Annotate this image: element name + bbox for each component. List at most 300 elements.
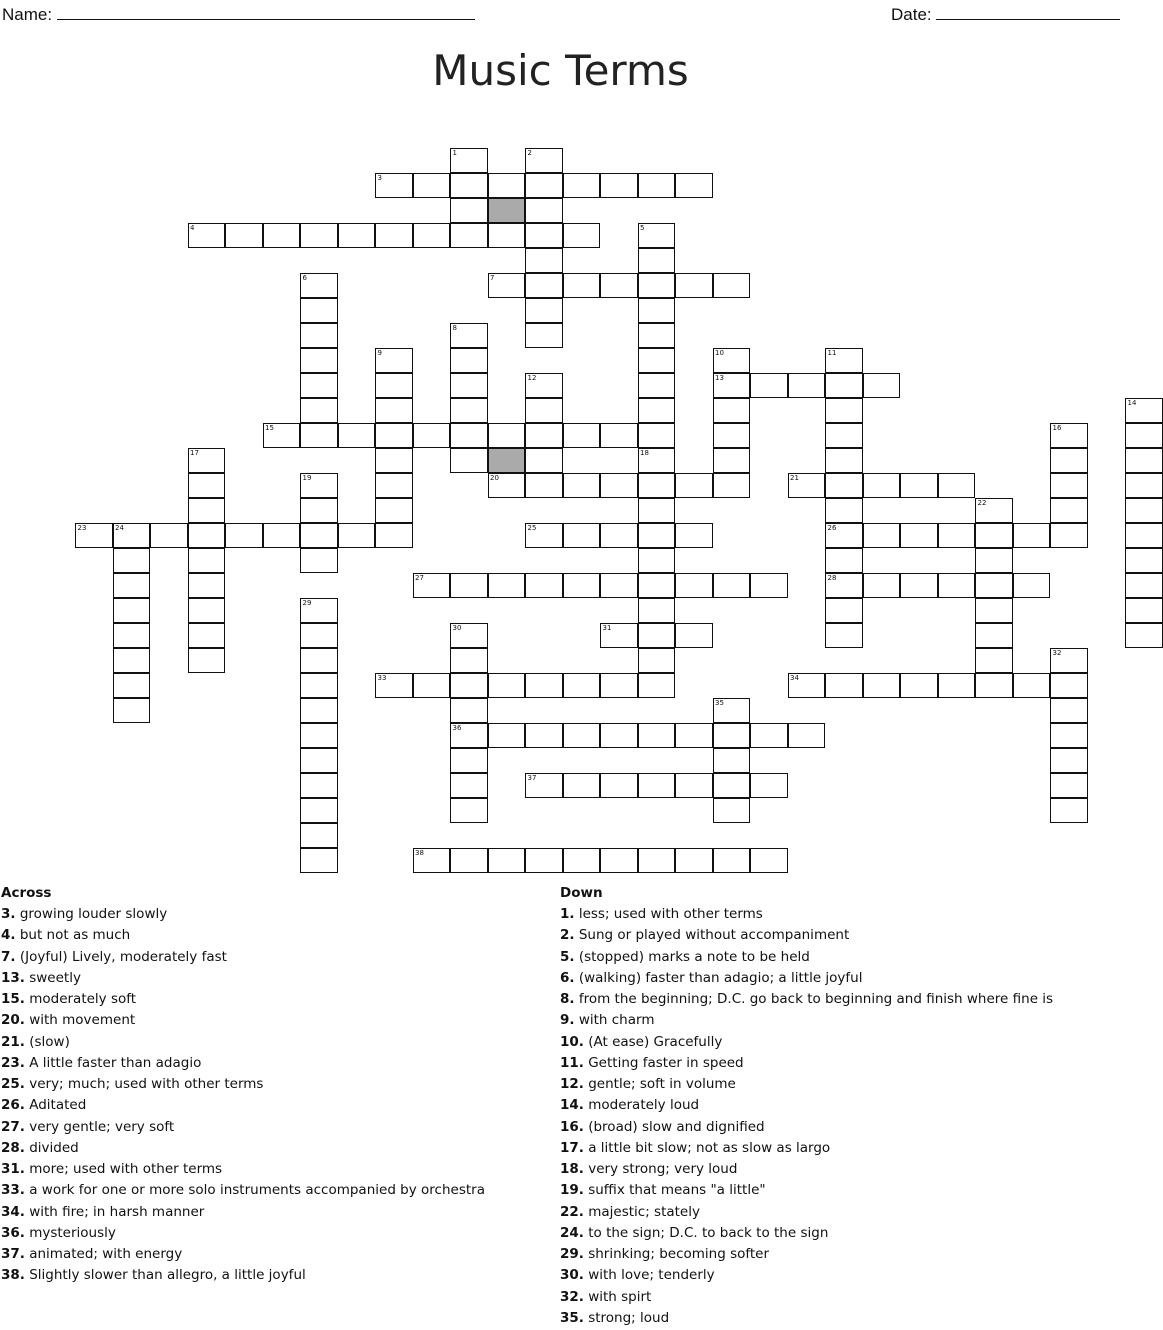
clue-number: 11 [827,349,837,357]
grid-cell[interactable] [938,473,976,498]
clue-num: 25. [1,1076,25,1092]
grid-cell[interactable] [638,423,676,448]
down-clues [560,883,1120,1329]
grid-cell[interactable] [638,623,676,648]
grid-cell[interactable] [600,273,638,298]
across-clue [1,925,546,946]
grid-cell[interactable] [975,673,1013,698]
grid-cell[interactable] [525,273,563,298]
grid-cell[interactable] [713,473,751,498]
grid-cell[interactable] [450,848,488,873]
across-clue [1,1053,546,1074]
down-clue [560,1180,1120,1201]
grid-cell[interactable] [825,623,863,648]
grid-cell[interactable] [975,598,1013,623]
grid-cell[interactable] [638,323,676,348]
clue-number: 6 [302,274,307,282]
grid-cell[interactable] [938,573,976,598]
grid-cell[interactable] [563,173,601,198]
grid-cell[interactable] [563,223,601,248]
grid-cell[interactable] [900,673,938,698]
grid-cell[interactable] [450,398,488,423]
clue-text: mysteriously [29,1224,116,1241]
grid-cell[interactable] [600,673,638,698]
grid-cell[interactable] [563,473,601,498]
clue-num: 24. [560,1224,584,1241]
grid-cell[interactable] [713,573,751,598]
grid-cell[interactable] [1050,698,1088,723]
clue-text: gentle; soft in volume [588,1076,736,1092]
grid-cell[interactable] [225,223,263,248]
grid-cell[interactable] [450,348,488,373]
grid-cell[interactable] [1050,798,1088,823]
grid-cell[interactable] [675,173,713,198]
grid-cell[interactable] [825,548,863,573]
grid-cell[interactable] [825,598,863,623]
grid-cell[interactable] [113,598,151,623]
grid-cell[interactable] [338,523,376,548]
grid-cell[interactable] [525,323,563,348]
grid-cell[interactable] [975,523,1013,548]
grid-cell[interactable] [113,648,151,673]
grid-cell[interactable] [375,498,413,523]
grid-cell[interactable] [638,523,676,548]
grid-cell[interactable] [750,723,788,748]
grid-cell[interactable] [188,548,226,573]
grid-cell[interactable] [188,573,226,598]
grid-cell[interactable] [525,448,563,473]
grid-cell[interactable] [1125,473,1163,498]
grid-cell[interactable] [563,423,601,448]
grid-cell[interactable] [563,673,601,698]
grid-cell[interactable] [375,448,413,473]
grid-cell[interactable] [638,348,676,373]
grid-cell[interactable] [413,223,451,248]
clue-number: 32 [1052,649,1062,657]
grid-cell[interactable] [450,773,488,798]
down-clue [560,1138,1120,1159]
grid-cell[interactable] [1050,673,1088,698]
grid-cell[interactable] [638,548,676,573]
grid-cell[interactable] [1050,723,1088,748]
grid-cell[interactable] [113,698,151,723]
grid-cell[interactable] [450,573,488,598]
down-clue [560,1287,1120,1308]
grid-cell[interactable] [675,273,713,298]
down-clue [560,968,1120,989]
grid-cell[interactable] [188,498,226,523]
grid-cell[interactable] [600,723,638,748]
shaded-cell [488,198,526,223]
grid-cell[interactable] [863,573,901,598]
grid-cell[interactable] [300,373,338,398]
grid-cell[interactable] [1050,448,1088,473]
grid-cell[interactable] [713,398,751,423]
grid-cell[interactable] [1013,573,1051,598]
grid-cell[interactable] [263,523,301,548]
down-clue [560,1053,1120,1074]
grid-cell[interactable] [450,448,488,473]
grid-cell[interactable] [638,498,676,523]
clue-number: 16 [1052,424,1062,432]
grid-cell[interactable] [638,398,676,423]
clue-num: 27. [1,1118,25,1135]
grid-cell[interactable] [563,848,601,873]
across-clue [1,1159,546,1180]
grid-cell[interactable] [863,523,901,548]
grid-cell[interactable] [638,473,676,498]
grid-cell[interactable] [938,523,976,548]
grid-cell[interactable] [113,573,151,598]
grid-cell[interactable] [300,748,338,773]
grid-cell[interactable] [600,173,638,198]
clue-number: 33 [377,674,387,682]
grid-cell[interactable] [600,848,638,873]
grid-cell[interactable] [638,273,676,298]
grid-cell[interactable] [450,798,488,823]
clue-num: 33. [1,1182,25,1199]
grid-cell[interactable] [488,423,526,448]
grid-cell[interactable] [300,698,338,723]
grid-cell[interactable] [600,573,638,598]
grid-cell[interactable] [300,223,338,248]
across-clue [1,968,546,989]
clue-text: moderately soft [29,991,137,1007]
grid-cell[interactable] [225,523,263,548]
grid-cell[interactable] [713,848,751,873]
grid-cell[interactable] [1050,498,1088,523]
grid-cell[interactable] [638,773,676,798]
grid-cell[interactable] [375,373,413,398]
grid-cell[interactable] [375,398,413,423]
grid-cell[interactable] [1125,548,1163,573]
grid-cell[interactable] [638,673,676,698]
grid-cell[interactable] [600,523,638,548]
clue-number: 26 [827,524,837,532]
grid-cell[interactable] [675,848,713,873]
grid-cell[interactable] [525,848,563,873]
clue-number: 13 [715,374,724,382]
grid-cell[interactable] [713,773,751,798]
clue-num: 2. [560,927,575,944]
grid-cell[interactable] [450,373,488,398]
grid-cell[interactable] [300,773,338,798]
grid-cell[interactable] [750,848,788,873]
clue-number: 25 [527,524,537,532]
grid-cell[interactable] [638,373,676,398]
grid-cell[interactable] [413,673,451,698]
grid-cell[interactable] [675,473,713,498]
clue-num: 6. [560,969,575,986]
grid-cell[interactable] [675,573,713,598]
clue-text: divided [29,1139,79,1156]
clue-number: 12 [527,374,537,382]
clue-num: 7. [1,948,16,965]
across-clue [1,1244,546,1265]
grid-cell[interactable] [188,598,226,623]
grid-cell[interactable] [1125,423,1163,448]
clue-number: 18 [640,449,649,457]
grid-cell[interactable] [525,198,563,223]
clue-num: 36. [1,1224,25,1241]
grid-cell[interactable] [525,573,563,598]
grid-cell[interactable] [638,173,676,198]
clue-num: 32. [560,1288,584,1305]
grid-cell[interactable] [1050,748,1088,773]
clue-text: from the beginning; D.C. go back to beginning and finish where fine is [578,991,1054,1007]
grid-cell[interactable] [525,723,563,748]
grid-cell[interactable] [525,673,563,698]
across-clue [1,1265,546,1286]
grid-cell[interactable] [788,723,826,748]
clue-text: growing louder slowly [19,906,168,922]
grid-cell[interactable] [150,523,188,548]
clue-num: 30. [560,1267,584,1284]
grid-cell[interactable] [525,473,563,498]
grid-cell[interactable] [863,673,901,698]
grid-cell[interactable] [488,173,526,198]
grid-cell[interactable] [600,473,638,498]
grid-cell[interactable] [750,373,788,398]
clue-text: with love; tenderly [588,1267,715,1284]
grid-cell[interactable] [713,448,751,473]
clue-number: 7 [490,274,495,282]
grid-cell[interactable] [638,298,676,323]
clue-num: 23. [1,1054,25,1071]
grid-cell[interactable] [488,848,526,873]
clue-text: with charm [578,1012,655,1029]
grid-cell[interactable] [113,673,151,698]
clue-text: less; used with other terms [578,906,763,922]
grid-cell[interactable] [1125,498,1163,523]
grid-cell[interactable] [713,798,751,823]
grid-cell[interactable] [188,523,226,548]
across-clue [1,1180,546,1201]
grid-cell[interactable] [300,523,338,548]
grid-cell[interactable] [825,423,863,448]
grid-cell[interactable] [675,623,713,648]
grid-cell[interactable] [788,373,826,398]
clue-text: majestic; stately [588,1203,700,1220]
grid-cell[interactable] [825,373,863,398]
clue-number: 29 [302,599,312,607]
grid-cell[interactable] [825,398,863,423]
clue-num: 31. [1,1161,25,1177]
clue-num: 37. [1,1246,25,1262]
down-clue [560,904,1120,925]
grid-cell[interactable] [450,648,488,673]
grid-cell[interactable] [1125,623,1163,648]
clue-number: 20 [490,474,499,482]
down-clue-list [560,904,1120,1329]
grid-cell[interactable] [450,673,488,698]
grid-cell[interactable] [300,498,338,523]
grid-cell[interactable] [825,473,863,498]
grid-cell[interactable] [563,573,601,598]
clue-number: 15 [265,424,274,432]
grid-cell[interactable] [938,673,976,698]
across-clue [1,1095,546,1116]
grid-cell[interactable] [638,248,676,273]
clue-number: 37 [527,774,537,782]
grid-cell[interactable] [638,848,676,873]
clue-num: 28. [1,1139,25,1156]
grid-cell[interactable] [300,723,338,748]
clue-number: 38 [415,849,424,857]
grid-cell[interactable] [525,173,563,198]
grid-cell[interactable] [675,773,713,798]
grid-cell[interactable] [863,373,901,398]
grid-cell[interactable] [1125,448,1163,473]
clue-num: 35. [560,1309,584,1326]
grid-cell[interactable] [525,298,563,323]
clue-text: with spirt [588,1288,652,1305]
grid-cell[interactable] [975,623,1013,648]
grid-cell[interactable] [638,573,676,598]
grid-cell[interactable] [263,223,301,248]
grid-cell[interactable] [975,573,1013,598]
across-clue [1,1032,546,1053]
grid-cell[interactable] [675,723,713,748]
grid-cell[interactable] [300,823,338,848]
grid-cell[interactable] [300,798,338,823]
across-clue [1,1138,546,1159]
grid-cell[interactable] [713,423,751,448]
down-clue [560,1223,1120,1244]
grid-cell[interactable] [338,423,376,448]
grid-cell[interactable] [750,773,788,798]
grid-cell[interactable] [300,848,338,873]
grid-cell[interactable] [1125,598,1163,623]
grid-cell[interactable] [638,598,676,623]
grid-cell[interactable] [188,473,226,498]
grid-cell[interactable] [563,723,601,748]
grid-cell[interactable] [825,673,863,698]
grid-cell[interactable] [563,273,601,298]
clue-num: 1. [560,906,575,922]
grid-cell[interactable] [750,573,788,598]
clue-num: 38. [1,1267,25,1284]
grid-cell[interactable] [825,498,863,523]
clue-num: 16. [560,1118,584,1135]
grid-cell[interactable] [300,548,338,573]
grid-cell[interactable] [300,298,338,323]
clue-text: animated; with energy [29,1246,183,1262]
grid-cell[interactable] [1050,523,1088,548]
grid-cell[interactable] [413,423,451,448]
grid-cell[interactable] [488,673,526,698]
grid-cell[interactable] [300,348,338,373]
grid-cell[interactable] [563,523,601,548]
clue-text: a little bit slow; not as slow as largo [588,1139,831,1156]
grid-cell[interactable] [525,223,563,248]
grid-cell[interactable] [450,223,488,248]
grid-cell[interactable] [300,323,338,348]
clue-text: Getting faster in speed [588,1054,744,1071]
grid-cell[interactable] [563,773,601,798]
grid-cell[interactable] [1125,573,1163,598]
grid-cell[interactable] [1050,473,1088,498]
grid-cell[interactable] [1013,673,1051,698]
grid-cell[interactable] [825,448,863,473]
clue-num: 3. [1,906,16,922]
clue-number: 24 [115,524,124,532]
grid-cell[interactable] [600,773,638,798]
grid-cell[interactable] [188,648,226,673]
grid-cell[interactable] [450,423,488,448]
grid-cell[interactable] [713,723,751,748]
grid-cell[interactable] [1050,773,1088,798]
down-clue [560,1095,1120,1116]
down-clue [560,947,1120,968]
grid-cell[interactable] [113,548,151,573]
clue-number: 10 [715,349,724,357]
grid-cell[interactable] [975,548,1013,573]
clue-text: a work for one or more solo instruments accompanied by orchestra [29,1182,485,1199]
grid-cell[interactable] [450,748,488,773]
grid-cell[interactable] [188,623,226,648]
grid-cell[interactable] [488,223,526,248]
grid-cell[interactable] [713,273,751,298]
grid-cell[interactable] [713,748,751,773]
grid-cell[interactable] [525,398,563,423]
clue-number: 27 [415,574,424,582]
grid-cell[interactable] [413,173,451,198]
clue-text: Aditated [29,1097,87,1114]
grid-cell[interactable] [300,673,338,698]
grid-cell[interactable] [638,648,676,673]
grid-cell[interactable] [375,473,413,498]
grid-cell[interactable] [488,573,526,598]
clue-num: 17. [560,1139,584,1156]
grid-cell[interactable] [638,723,676,748]
grid-cell[interactable] [975,648,1013,673]
clue-num: 15. [1,991,25,1007]
clue-number: 14 [1127,399,1137,407]
across-clue [1,1010,546,1031]
grid-cell[interactable] [300,423,338,448]
clue-number: 8 [452,324,457,332]
grid-cell[interactable] [900,523,938,548]
grid-cell[interactable] [450,173,488,198]
grid-cell[interactable] [525,248,563,273]
grid-cell[interactable] [600,423,638,448]
grid-cell[interactable] [300,623,338,648]
grid-cell[interactable] [450,698,488,723]
grid-cell[interactable] [375,423,413,448]
across-clue-list [1,904,546,1287]
grid-cell[interactable] [1125,523,1163,548]
grid-cell[interactable] [375,223,413,248]
grid-cell[interactable] [675,523,713,548]
grid-cell[interactable] [863,473,901,498]
grid-cell[interactable] [300,648,338,673]
grid-cell[interactable] [113,623,151,648]
grid-cell[interactable] [900,473,938,498]
grid-cell[interactable] [1013,523,1051,548]
grid-cell[interactable] [338,223,376,248]
clue-num: 9. [560,1012,575,1029]
grid-cell[interactable] [525,423,563,448]
grid-cell[interactable] [450,198,488,223]
grid-cell[interactable] [900,573,938,598]
grid-cell[interactable] [300,398,338,423]
clue-number: 28 [827,574,837,582]
clue-number: 22 [977,499,987,507]
grid-cell[interactable] [375,523,413,548]
across-clue [1,1117,546,1138]
grid-cell[interactable] [488,723,526,748]
